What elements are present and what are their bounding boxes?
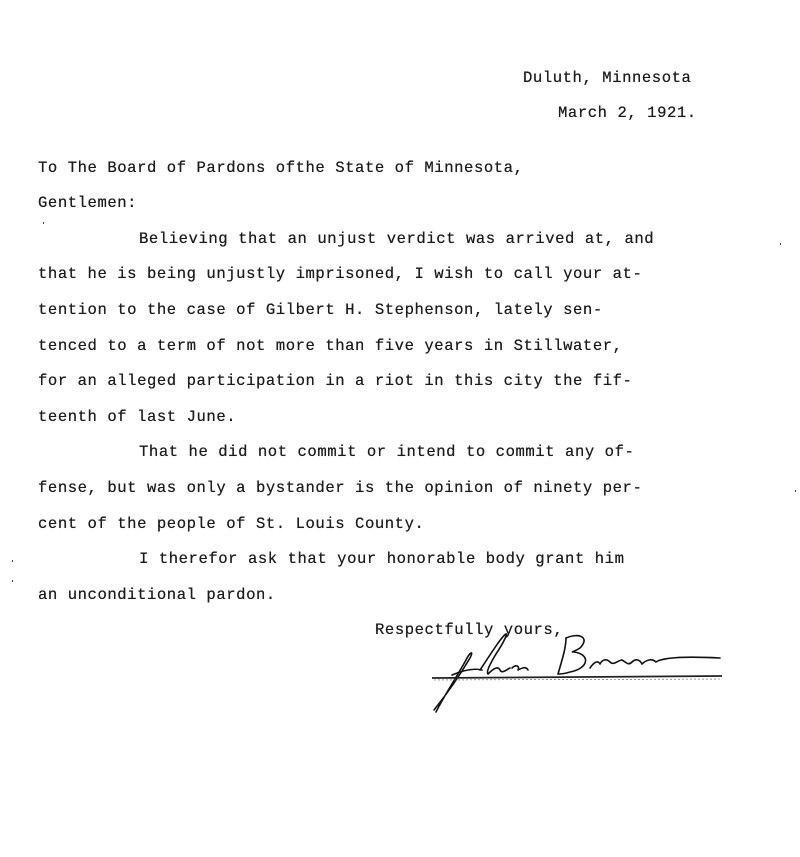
paragraph-3-line-1: I therefor ask that your honorable body grant him bbox=[139, 550, 625, 568]
letter-place: Duluth, Minnesota bbox=[523, 69, 692, 87]
margin-speck bbox=[795, 490, 796, 492]
paragraph-1-line-6: teenth of last June. bbox=[38, 408, 237, 426]
paragraph-1-line-3: tention to the case of Gilbert H. Stephenson, lately sen- bbox=[38, 301, 603, 319]
margin-speck bbox=[12, 580, 13, 582]
paragraph-1-line-2: that he is being unjustly imprisoned, I wish to call your at- bbox=[38, 265, 643, 283]
paragraph-2-line-1: That he did not commit or intend to commit any of- bbox=[139, 443, 635, 461]
letter-addressee: To The Board of Pardons ofthe State of Minnesota, bbox=[38, 159, 524, 177]
paragraph-1-line-4: tenced to a term of not more than five years in Stillwater, bbox=[38, 337, 623, 355]
paragraph-1-line-1: Believing that an unjust verdict was arrived at, and bbox=[139, 230, 655, 248]
letter-closing: Respectfully yours, bbox=[375, 621, 564, 639]
margin-speck bbox=[43, 222, 44, 224]
paragraph-1-line-5: for an alleged participation in a riot in this city the fif- bbox=[38, 372, 633, 390]
paragraph-2-line-3: cent of the people of St. Louis County. bbox=[38, 515, 425, 533]
signature-image bbox=[430, 630, 730, 720]
paragraph-3-line-2: an unconditional pardon. bbox=[38, 586, 276, 604]
margin-speck bbox=[12, 560, 13, 562]
letter-salutation: Gentlemen: bbox=[38, 194, 138, 212]
letter-date: March 2, 1921. bbox=[558, 104, 697, 122]
margin-speck bbox=[780, 243, 781, 245]
paragraph-2-line-2: fense, but was only a bystander is the opinion of ninety per- bbox=[38, 479, 643, 497]
